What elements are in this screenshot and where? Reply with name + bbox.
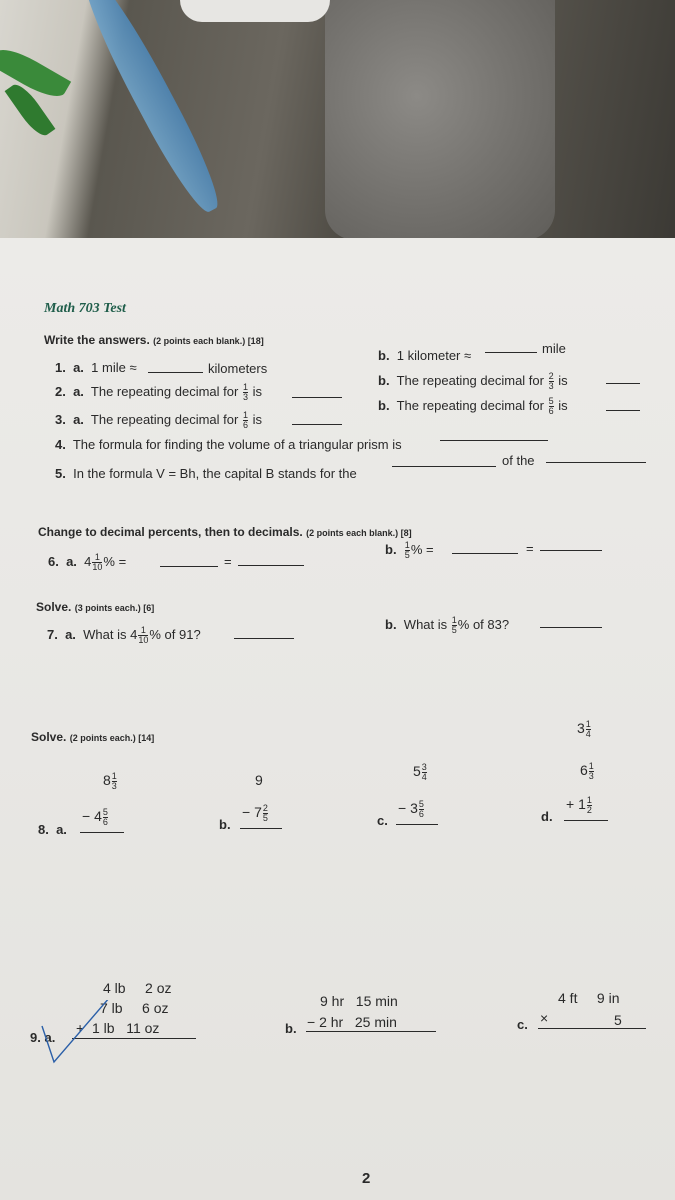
q9c-answer-line[interactable] — [538, 1028, 646, 1029]
q9a-row3: + 1 lb 11 oz — [76, 1020, 160, 1036]
q9c-row2: 5 — [614, 1012, 622, 1028]
q8d-answer-line[interactable] — [564, 820, 608, 821]
q8c-top: 5 $\frac{3}{4}$ — [413, 762, 427, 782]
page-number: 2 — [362, 1170, 371, 1187]
q5-middle: of the — [502, 453, 535, 468]
q3b-answer-blank[interactable] — [606, 410, 640, 411]
q9b-row1: 9 hr 15 min — [320, 993, 398, 1009]
q5: 5. In the formula V = Bh, the capital B stands for the — [55, 466, 357, 481]
q8-label: 8. a. — [38, 822, 67, 837]
q1b-answer-blank[interactable] — [485, 352, 537, 353]
background-rug — [325, 0, 555, 240]
q9b-label: b. — [285, 1021, 297, 1036]
q2b-answer-blank[interactable] — [606, 383, 640, 384]
q6b-answer-blank-1[interactable] — [452, 553, 518, 554]
q4-answer-blank[interactable] — [440, 440, 548, 441]
q6a-answer-blank-2[interactable] — [238, 565, 304, 566]
q9b-row2: − 2 hr 25 min — [307, 1014, 397, 1030]
q6b-answer-blank-2[interactable] — [540, 550, 602, 551]
background-bowl-rim — [180, 0, 330, 22]
q3a-answer-blank[interactable] — [292, 424, 342, 425]
q7a: 7. a. What is 4 $\frac{1}{10}$ % of 91? — [47, 625, 201, 645]
q8c-answer-line[interactable] — [396, 824, 438, 825]
section3-heading: Solve. (3 points each.) [6] — [36, 600, 155, 614]
q8b-bottom: − 7 $\frac{2}{5}$ — [242, 803, 268, 823]
section4-heading: Solve. (2 points each.) [14] — [31, 730, 155, 744]
q3a: 3. a. The repeating decimal for $\frac{1}{6}$ is — [55, 410, 262, 430]
q1b: b. 1 kilometer ≈ — [378, 348, 472, 363]
q8a-answer-line[interactable] — [80, 832, 124, 833]
q8a-top: 8 $\frac{1}{3}$ — [103, 771, 117, 791]
q1a: 1. a. 1 mile ≈ — [55, 360, 137, 375]
q6a-answer-blank-1[interactable] — [160, 566, 218, 567]
q7b: b. What is $\frac{1}{5}$ % of 83? — [385, 615, 510, 635]
q8d-label: d. — [541, 809, 553, 824]
q8d-bottom: + 1 $\frac{1}{2}$ — [566, 795, 592, 815]
q9a-row1: 4 lb 2 oz — [103, 980, 172, 996]
q9c-op: × — [540, 1010, 549, 1026]
q1a-unit: kilometers — [208, 361, 268, 376]
q9c-label: c. — [517, 1017, 528, 1032]
q8a-bottom: − 4 $\frac{5}{6}$ — [82, 807, 108, 827]
q8b-label: b. — [219, 817, 231, 832]
q9a-row2: 7 lb 6 oz — [100, 1000, 169, 1016]
q8b-answer-line[interactable] — [240, 828, 282, 829]
q8d-row2: 6 $\frac{1}{3}$ — [580, 761, 594, 781]
q6b: b. $\frac{1}{5}$ % = — [385, 540, 434, 560]
q5-answer-blank-2[interactable] — [546, 462, 646, 463]
q9b-answer-line[interactable] — [306, 1031, 436, 1032]
q7a-answer-blank[interactable] — [234, 638, 294, 639]
q8c-label: c. — [377, 813, 388, 828]
q6a: 6. a. 4 $\frac{1}{10}$ % = — [48, 552, 127, 572]
q8c-bottom: − 3 $\frac{5}{6}$ — [398, 799, 424, 819]
q2a-answer-blank[interactable] — [292, 397, 342, 398]
checkmark-icon — [40, 1000, 120, 1070]
q7b-answer-blank[interactable] — [540, 627, 602, 628]
q4: 4. The formula for finding the volume of a triangular prism is — [55, 437, 402, 452]
q2b: b. The repeating decimal for $\frac{2}{3}$ is — [378, 371, 568, 391]
q6b-equals: = — [526, 541, 534, 556]
q6a-equals: = — [224, 554, 232, 569]
q8b-top: 9 — [255, 772, 263, 788]
q9-label: 9. a. — [30, 1030, 56, 1045]
q8d-row1: 3 $\frac{1}{4}$ — [577, 719, 591, 739]
q1a-answer-blank[interactable] — [148, 372, 203, 373]
section1-heading: Write the answers. (2 points each blank.) [18] — [44, 333, 264, 347]
q5-answer-blank-1[interactable] — [392, 466, 496, 467]
page-title: Math 703 Test — [44, 301, 126, 316]
q3b: b. The repeating decimal for $\frac{5}{6}$ is — [378, 396, 568, 416]
q2a: 2. a. The repeating decimal for $\frac{1}{3}$ is — [55, 382, 262, 402]
q9c-row1: 4 ft 9 in — [558, 990, 620, 1006]
q1b-unit: mile — [542, 341, 566, 356]
section2-heading: Change to decimal percents, then to decimals. (2 points each blank.) [8] — [38, 525, 412, 539]
